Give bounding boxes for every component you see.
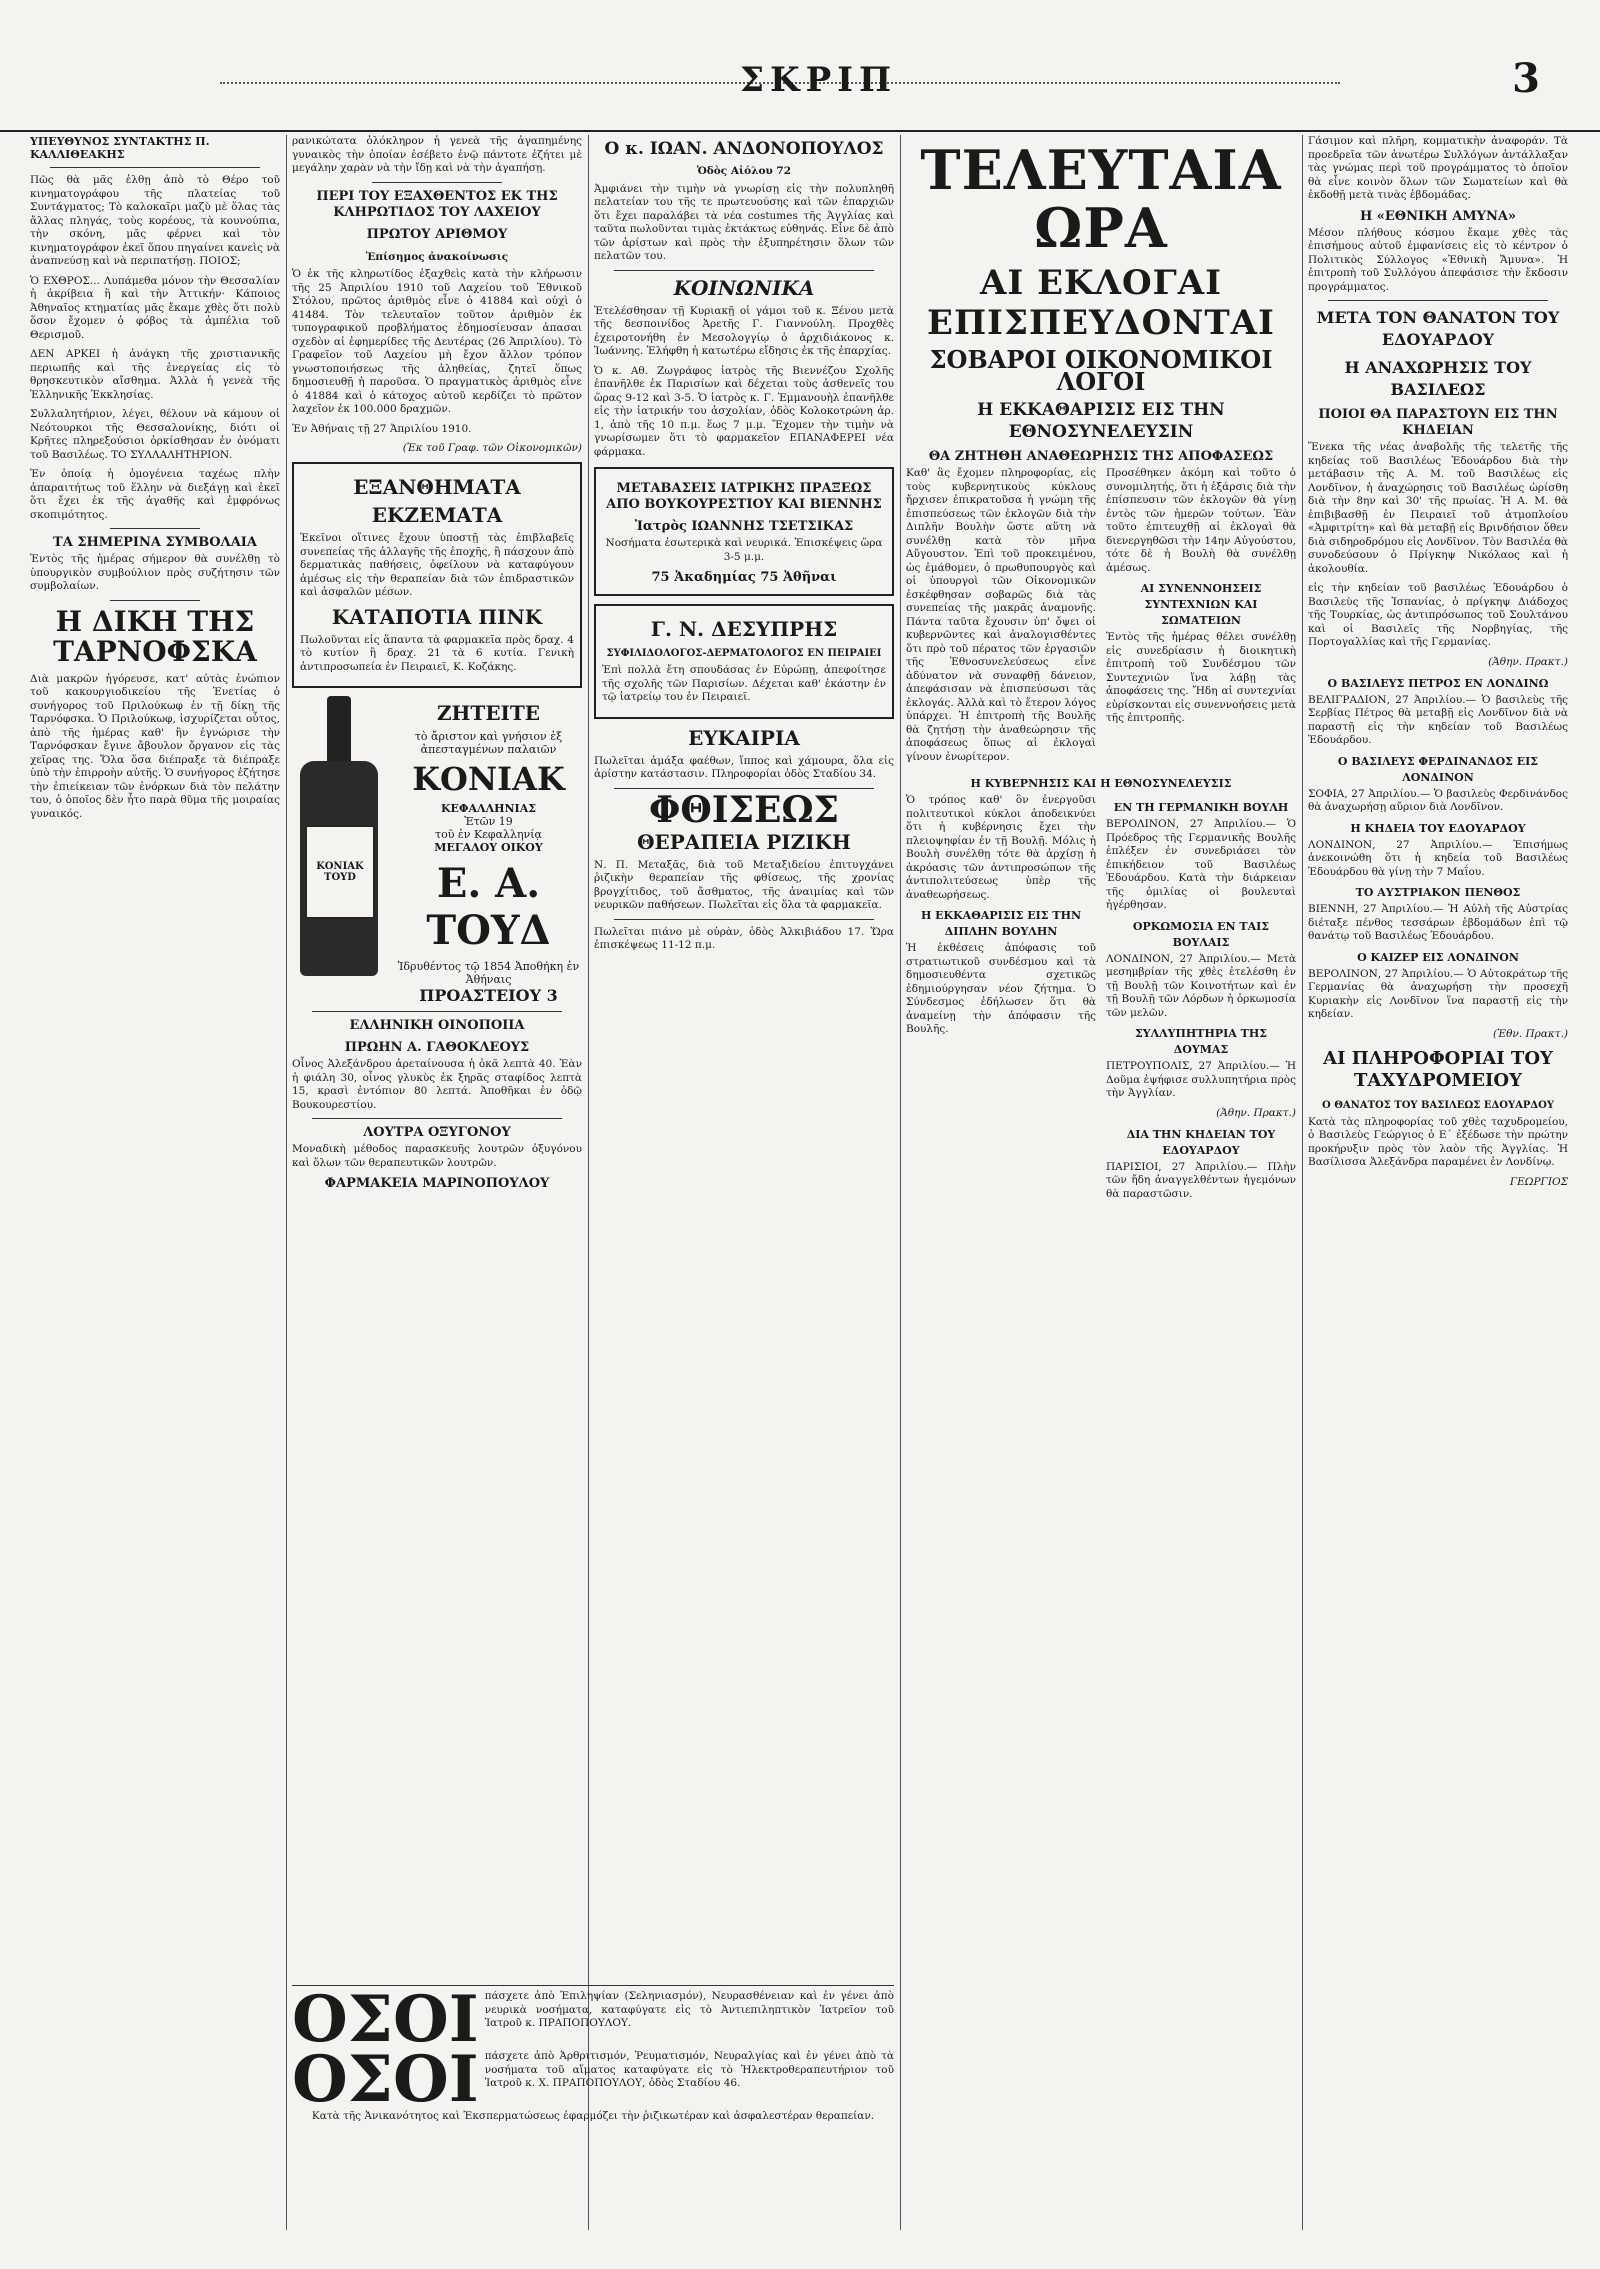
- drop-cap: ΟΣΟΙ: [292, 1982, 479, 2057]
- headline: ΜΕΤΑ ΤΟΝ ΘΑΝΑΤΟΝ ΤΟΥ ΕΔΟΥΑΡΔΟΥ: [1316, 308, 1560, 349]
- article-text: ΔΕΝ ΑΡΚΕΙ ἡ ἀνάγκη τῆς χριστιανικῆς περιωπῆς καὶ τῆς ἐνεργείας εἰς τὸ θρησκευτικὸν αἴσθημα. Ἀλλὰ ἡ γενεὰ τῆς Ἑλληνικῆς Ἐκκλησίας.: [30, 348, 280, 401]
- article-text: Διὰ μακρῶν ἠγόρευσε, κατ' αὐτὰς ἐνώπιον τοῦ κακουργιοδικείου τῆς Ἐνετίας ὁ συνήγορος τοῦ Πριλούκωφ ἐν τῇ δίκῃ τῆς Ταρνόφσκα. Ὁ Πριλούκωφ, ἰσχυρίζεται οὗτος, ἀπὸ τῆς ἡμέρας καθ' ἣν ἐγνώρισε τὴν Ταρνόφσκαν ἔγινε ἄβουλον ὄργανον εἰς τὰς χεῖρας της. Ὅλα ὅσα διέπραξε τὰ διέπραξε ὑπὸ τὴν ἐπιρροὴν αὐτῆς. Ὁ συνήγορος ἐζήτησε τὴν ἐπιείκειαν τῶν ἐνόρκων διὰ τὸν πελάτην του, ὁ ὁποῖος δὲν ἦτο παρὰ θῦμα τῆς μοιραίας γυναικός.: [30, 672, 280, 820]
- article-text: Συλλαλητήριον, λέγει, θέλουν νὰ κάμουν οἱ Νεότουρκοι τῆς Θεσσαλονίκης, διότι οἱ Κρῆτες πληρεξούσιοι ὁρκίσθησαν ἐν ὀνόματι τοῦ Βασιλέως. ΤΟ ΣΥΛΛΑΛΗΤΗΡΙΟΝ.: [30, 408, 280, 461]
- article-text: ΣΟΦΙΑ, 27 Ἀπριλίου.— Ὁ βασιλεὺς Φερδινάνδος θὰ ἀναχωρήσῃ αὔριον διὰ Λονδῖνον.: [1308, 787, 1568, 813]
- article-text: Προσέθηκεν ἀκόμη καὶ τοῦτο ὁ συνομιλητής, ὅτι ἡ ἐξάρσις διὰ τὴν ἐπίσπευσιν τῶν ἐκλογῶν θὰ γίνῃ ἐντὸς τῶν ἡμερῶν τούτων. Ἐὰν τοῦτο ἐπιτευχθῇ αἱ ἐκλογαὶ θὰ διενεργηθῶσι τὴν 14ην Αὐγούστου, τότε δὲ ἡ Βουλὴ θὰ συνέλθῃ ἀμέσως.: [1106, 467, 1296, 574]
- ad-text: Πωλεῖται ἁμάξα φαέθων, ἵππος καὶ χάμουρα, ὅλα εἰς ἀρίστην κατάστασιν. Πληροφορίαι ὁδὸς Σταδίου 34.: [594, 754, 894, 780]
- subheadline: ΠΟΙΟΙ ΘΑ ΠΑΡΑΣΤΟΥΝ ΕΙΣ ΤΗΝ ΚΗΔΕΙΑΝ: [1318, 407, 1558, 438]
- ad-desypris: [594, 604, 894, 719]
- headline: Ο κ. ΙΩΑΝ. ΑΝΔΟΝΟΠΟΥΛΟΣ: [604, 139, 884, 159]
- ad-text: τὸ ἄριστον καὶ γνήσιον ἐξ ἀπεσταγμένων παλαιῶν: [414, 730, 563, 756]
- address: Ὁδὸς Αἰόλου 72: [696, 165, 792, 177]
- ad-koniak: [292, 696, 582, 1005]
- article-text: Ὁ ἐκ τῆς κληρωτίδος ἐξαχθεὶς κατὰ τὴν κλήρωσιν τῆς 25 Ἀπριλίου 1910 τοῦ Λαχείου τοῦ Ἐθνικοῦ Στόλου, πρῶτος ἀριθμὸς εἶνε ὁ 41884 καὶ οὐχὶ ὁ 41484. Τὸν τελευταῖον τοῦτον ἀριθμὸν ἐκ τυπογραφικοῦ προβλήματος ἐδημοσίευσαν ἀπασαι σχεδὸν αἱ ἐφημερίδες τῆς Δευτέρας (26 Ἀπριλίου). Τὸ Γραφεῖον τοῦ Λαχείου μὴ ἔχον ἄλλον τρόπον γνωστοποιήσεως τῆς ἀληθείας, ζητεῖ ὅπως δημοσιευθῇ ἡ παροῦσα. Ὁ πραγματικὸς ἀριθμὸς εἶνε ὁ 41884 καὶ ὁ κάτοχος αὐτοῦ κερδίζει τὸ πρῶτον λαχεῖον ἐκ 100.000 δραχμῶν.: [292, 268, 582, 415]
- headline: ΑΙ ΠΛΗΡΟΦΟΡΙΑΙ ΤΟΥ ΤΑΧΥΔΡΟΜΕΙΟΥ: [1323, 1047, 1553, 1091]
- main-headline: ΤΕΛΕΥΤΑΙΑ ΩΡΑ: [920, 138, 1282, 260]
- ad-text: ΜΕΓΑΛΟΥ ΟΙΚΟΥ: [434, 841, 543, 854]
- article-text: Ἕνεκα τῆς νέας ἀναβολῆς τῆς τελετῆς τῆς κηδείας τοῦ Βασιλέως Ἐδουάρδου διὰ τὴν μετάβασιν τῆς Α. Μ. τοῦ Βασιλέως εἰς Λονδῖνον, ἡ ἀναχώρησις τοῦ Βασιλέως ὡρίσθη διὰ τὴν 8ην καὶ 30' τῆς πρωίας. Ἡ Α. Μ. θὰ ἐπιβιβασθῇ ἐν Πειραιεῖ τοῦ ἀτμοπλοίου «Ἀμφιτρίτη» καὶ θὰ μεταβῇ εἰς Βρινδήσιον ὅθεν διὰ σιδηροδρόμου εἰς Λονδῖνον. Τὸν Βασιλέα θὰ συνοδεύσουν ὁ Πρίγκηψ Νικόλαος καὶ ἡ ἀκολουθία.: [1308, 441, 1568, 575]
- ad-title: ΕΥΚΑΙΡΙΑ: [688, 725, 800, 750]
- article-text: ρανικώτατα ὁλόκληρον ἡ γενεὰ τῆς ἀγαπημένης γυναικὸς τὴν ὁποίαν ἐσέβετο ἐνῷ πάντοτε ἐζήτει μὲ μεγάλην χαρὰν νὰ τὴν ἴδῃ καὶ νὰ τὴν ἀγαπήσῃ.: [292, 135, 582, 174]
- article-text: ΠΑΡΙΣΙΟΙ, 27 Ἀπριλίου.— Πλὴν τῶν ἤδη ἀναγγελθέντων ἡγεμόνων θὰ παραστῶσιν.: [1106, 1160, 1296, 1200]
- section-heading: Η ΚΥΒΕΡΝΗΣΙΣ ΚΑΙ Η ΕΘΝΟΣΥΝΕΛΕΥΣΙΣ: [970, 777, 1232, 790]
- article-text: Κατὰ τὰς πληροφορίας τοῦ χθὲς ταχυδρομείου, ὁ Βασιλεὺς Γεώργιος ὁ Ε΄ ἐξέδωσε τὴν πρώτην προκήρυξιν πρὸς τὸν λαὸν τῆς Ἀγγλίας. Ἡ Βασίλισσα Ἀλεξάνδρα παραμένει ἐν Λονδίνῳ.: [1308, 1115, 1568, 1168]
- column-divider: [900, 135, 901, 2230]
- signature: (Ἐκ τοῦ Γραφ. τῶν Οἰκονομικῶν): [402, 442, 582, 454]
- article-text: ΒΕΛΙΓΡΑΔΙΟΝ, 27 Ἀπριλίου.— Ὁ βασιλεὺς τῆς Σερβίας Πέτρος θὰ μεταβῇ εἰς Λονδῖνον διὰ νὰ παραστῇ εἰς τὴν κηδείαν τοῦ Βασιλέως Ἐδουάρδου.: [1308, 693, 1568, 746]
- ad-title: ΘΕΡΑΠΕΙΑ ΡΙΖΙΚΗ: [637, 829, 851, 854]
- article-text: ΒΕΡΟΛΙΝΟΝ, 27 Ἀπριλίου.— Ὁ Αὐτοκράτωρ τῆς Γερμανίας θὰ ἀναχωρήσῃ τὴν προσεχῆ Κυριακὴν εἰς Λονδῖνον ἵνα παραστῇ εἰς τὴν κηδείαν.: [1308, 967, 1568, 1020]
- section-heading: Η ΕΚΚΑΘΑΡΙΣΙΣ ΕΙΣ ΤΗΝ ΔΙΠΛΗΝ ΒΟΥΛΗΝ: [920, 909, 1082, 938]
- ad-text: Πωλοῦνται εἰς ἅπαντα τὰ φαρμακεῖα πρὸς δραχ. 4 τὸ κυτίον ἢ δραχ. 21 τὰ 6 κυτία. Γενικὴ ἀντιπροσωπεία ἐν Πειραιεῖ, Κ. Κοζάκης.: [300, 633, 574, 673]
- article-text: ΠΕΤΡΟΥΠΟΛΙΣ, 27 Ἀπριλίου.— Ἡ Δοῦμα ἐψήφισε συλλυπητήρια πρὸς τὴν Ἀγγλίαν.: [1106, 1060, 1296, 1099]
- masthead-title: ΣΚΡΙΠ: [740, 60, 898, 100]
- subheadline: Ο ΘΑΝΑΤΟΣ ΤΟΥ ΒΑΣΙΛΕΩΣ ΕΔΟΥΑΡΔΟΥ: [1322, 1099, 1554, 1111]
- ad-text: Ἐτῶν 19: [464, 815, 513, 828]
- ad-brand: ΚΟΝΙΑΚ: [412, 760, 565, 798]
- subheading: Ἐπίσημος ἀνακοίνωσις: [365, 250, 509, 263]
- bottle-label: KONIAK TOYD: [306, 826, 374, 918]
- ad-text: πάσχετε ἀπὸ Ἐπιληψίαν (Σεληνιασμόν), Νευρασθένειαν καὶ ἐν γένει ἀπὸ νευρικὰ νοσήματα, καταφύγατε εἰς τὸ Ἀντιεπιληπτικὸν Ἰατρεῖον τοῦ Ἰατροῦ κ. ΠΡΑΠΟΠΟΥΛΟΥ.: [484, 1990, 894, 2029]
- column-1: [30, 135, 280, 2230]
- ad-title: ΜΕΤΑΒΑΣΕΙΣ ΙΑΤΡΙΚΗΣ ΠΡΑΞΕΩΣ ΑΠΟ ΒΟΥΚΟΥΡΕΣΤΙΟΥ ΚΑΙ ΒΙΕΝΝΗΣ: [606, 481, 882, 512]
- article-text: ΒΙΕΝΝΗ, 27 Ἀπριλίου.— Ἡ Αὐλὴ τῆς Αὐστρίας διέταξε πένθος τεσσάρων ἑβδομάδων ἐπὶ τῷ θανάτῳ τοῦ Βασιλέως Ἐδουάρδου.: [1308, 903, 1568, 942]
- section-heading: ΟΡΚΩΜΟΣΙΑ ΕΝ ΤΑΙΣ ΒΟΥΛΑΙΣ: [1132, 919, 1270, 949]
- ad-address: ΠΡΟΑΣΤΕΙΟΥ 3: [419, 986, 558, 1005]
- dateline: Ἐν Ἀθήναις τῇ 27 Ἀπριλίου 1910.: [292, 422, 472, 435]
- subheadline: ΣΟΒΑΡΟΙ ΟΙΚΟΝΟΜΙΚΟΙ ΛΟΓΟΙ: [929, 345, 1273, 396]
- article-text: Ὁ κ. Αθ. Ζωγράφος ἰατρὸς τῆς Βιεννέζου Σχολῆς ἐπανῆλθε ἐκ Παρισίων καὶ δέχεται τοὺς ἀσθενεῖς του ὥρας 9-12 καὶ 3-5. Ὁ ἰατρὸς κ. Γ. Ἐμμανουὴλ ἐπανῆλθε εἰς τὴν ἰατρικήν του ἀσχολίαν, ὁδὸς Κολοκοτρώνη ἀρ. 1, ἀπὸ τῆς 10 π.μ. ἕως 7 μ.μ. Ἔχομεν τὴν τιμὴν νὰ γνωρίσωμεν ὅτι τὸ φαρμακεῖον ΕΠΑΝΑΦΕΡΕΙ νέα φάρμακα.: [594, 364, 894, 458]
- article-text: Ἐτελέσθησαν τῇ Κυριακῇ οἱ γάμοι τοῦ κ. Ξένου μετὰ τῆς δεσποινίδος Ἀρετῆς Γ. Γιαννούλη. Προχθὲς ἐχειροτονήθη ἐν Μεσολογγίῳ ὁ ἀρχιδιάκονος κ. Ἰωάννης. Ἐλήφθη ἡ κατωτέρω εἴδησις ἐκ τῆς ἐπαρχίας.: [594, 304, 894, 357]
- ad-metavaseis: [594, 467, 894, 596]
- ad-title: Γ. Ν. ΔΕΣΥΠΡΗΣ: [650, 617, 838, 641]
- ad-text: τοῦ ἐν Κεφαλληνίᾳ: [435, 828, 542, 841]
- article-text: Καθ' ἃς ἔχομεν πληροφορίας, εἰς τοὺς κυβερνητικοὺς κύκλους ἤρχισεν ἐπικρατοῦσα ἡ γνώμη τῆς ἐπισπεύσεως τῶν ἐκλογῶν διὰ τὴν Διπλῆν Βουλὴν ὥστε αὕτη νὰ συνέλθῃ κατὰ τὸν μῆνα Αὔγουστον. Ἐπὶ τοῦ προκειμένου, ὡς ἐμάθομεν, ὁ πρωθυπουργὸς καὶ οἱ ὑπουργοὶ τῶν Οἰκονομικῶν ἐσκέφθησαν σοβαρῶς διὰ τὰς συνεπείας τῆς μακρᾶς ἀναμονῆς. Πάντα ταῦτα ἔχουσιν ὑπ' ὄψει οἱ κυβερνῶντες καὶ ἀναλογισθέντες ὅτι πρὸ τοῦ πέρατος τῶν ἐργασιῶν τῆς Ἐθνοσυνελεύσεως εἶνε ἀδύνατον νὰ συναφθῇ δάνειον, ἀπεφάσισαν νὰ ἐπισπεύσωσι τὰς ἐκλογάς. Ἀλλὰ καὶ τὸ ἕτερον λόγος ὑπάρχει. Ἡ ἐπιτροπὴ τῆς Βουλῆς θὰ ζητήσῃ τὴν ἀναθεώρησιν τῆς ἀποφάσεως ὅπως αἱ ἐκλογαὶ γίνουν ἐνωρίτερον.: [906, 467, 1096, 763]
- divider: [614, 270, 874, 271]
- section-heading: ΤΑ ΣΗΜΕΡΙΝΑ ΣΥΜΒΟΛΑΙΑ: [53, 535, 257, 550]
- section-heading: ΔΙΑ ΤΗΝ ΚΗΔΕΙΑΝ ΤΟΥ ΕΔΟΥΑΡΔΟΥ: [1126, 1127, 1276, 1157]
- ad-title: ΦΑΡΜΑΚΕΙΑ ΜΑΡΙΝΟΠΟΥΛΟΥ: [324, 1176, 550, 1191]
- ad-text: Κατὰ τῆς Ἀνικανότητος καὶ Ἐκσπερματώσεως ἐφαρμόζει τὴν ῥιζικωτέραν καὶ ἀσφαλεστέραν θεραπείαν.: [311, 2110, 875, 2122]
- article-text: Ἐντὸς τῆς ἡμέρας σήμερον θὰ συνέλθῃ τὸ ὑπουργικὸν συμβούλιον πρὸς συζήτησιν τῶν συμβολαίων.: [30, 553, 280, 592]
- ad-title: Ἰατρὸς ΙΩΑΝΝΗΣ ΤΣΕΤΣΙΚΑΣ: [634, 519, 854, 534]
- ad-title: ΖΗΤΕΙΤΕ: [436, 701, 541, 725]
- ad-text: ΚΕΦΑΛΛΗΝΙΑΣ: [440, 802, 537, 815]
- ad-text: Πωλεῖται πιάνο μὲ οὐρὰν, ὁδὸς Ἀλκιβιάδου 17. Ὥρα ἐπισκέψεως 11-12 π.μ.: [594, 925, 894, 951]
- main-headline: ΑΙ ΕΚΛΟΓΑΙ ΕΠΙΣΠΕΥΔΟΝΤΑΙ: [927, 263, 1275, 343]
- article-columns: [906, 794, 1296, 1207]
- column-divider: [286, 135, 287, 2230]
- subheadline: ΘΑ ΖΗΤΗΘΗ ΑΝΑΘΕΩΡΗΣΙΣ ΤΗΣ ΑΠΟΦΑΣΕΩΣ: [928, 449, 1274, 464]
- ad-epilepsy: [292, 1982, 894, 2057]
- section-heading: ΤΟ ΑΥΣΤΡΙΑΚΟΝ ΠΕΝΘΟΣ: [1355, 886, 1521, 899]
- editor-credit: ΥΠΕΥΘΥΝΟΣ ΣΥΝΤΑΚΤΗΣ Π. ΚΑΛΛΙΘΕΑΚΗΣ: [30, 135, 210, 161]
- section-heading: ΚΟΙΝΩΝΙΚΑ: [673, 275, 815, 300]
- ad-text: Μοναδικὴ μέθοδος παρασκευῆς λουτρῶν ὀξυγόνου καὶ ὅλων τῶν θεραπευτικῶν λουτρῶν.: [292, 1143, 582, 1169]
- section-heading: Ο ΒΑΣΙΛΕΥΣ ΠΕΤΡΟΣ ΕΝ ΛΟΝΔΙΝΩ: [1327, 676, 1549, 690]
- ad-title: ΛΟΥΤΡΑ ΟΞΥΓΟΝΟΥ: [363, 1125, 511, 1140]
- divider: [110, 600, 200, 601]
- ad-text: πάσχετε ἀπὸ Ἀρθριτισμόν, Ῥευματισμόν, Νευραλγίας καὶ ἐν γένει ἀπὸ τὰ νοσήματα τοῦ αἵματος καταφύγατε εἰς τὸ Ἠλεκτροθεραπευτήριον τοῦ Ἰατροῦ κ. Χ. ΠΡΑΠΟΠΟΥΛΟΥ, ὁδὸς Σταδίου 46.: [484, 2050, 894, 2089]
- article-text: Γάσιμον καὶ πλῆρη, κομματικὴν ἀναφοράν. Τὰ προεδρεῖα τῶν ἀνωτέρω Συλλόγων ἀντάλλαξαν τὰς γνώμας περὶ τοῦ προγράμματος τὸ ὁποῖον θὰ εἶνε κοινὸν ὅλων τῶν Σωματείων καὶ θὰ ἐκδοθῇ μετὰ τινὰς ἑβδομάδας.: [1308, 135, 1568, 201]
- ad-title: ΣΥΦΙΛΙΔΟΛΟΓΟΣ-ΔΕΡΜΑΤΟΛΟΓΟΣ ΕΝ ΠΕΙΡΑΙΕΙ: [606, 648, 882, 659]
- article-text: ΛΟΝΔΙΝΟΝ, 27 Ἀπριλίου.— Ἐπισήμως ἀνεκοινώθη ὅτι ἡ κηδεία τοῦ Βασιλέως Ἐδουάρδου θὰ γίνῃ τὴν 7 Μαΐου.: [1308, 838, 1568, 878]
- article-text: Ὁ τρόπος καθ' ὃν ἐνεργοῦσι πολιτευτικοὶ κύκλοι ἀποδεικνύει ὅτι ἡ κυβέρνησις ἔχει τὴν πλειοψηφίαν ἐν τῇ Βουλῇ. Μόλις ἡ Βουλὴ συνέλθῃ τότε θὰ ἀρχίσῃ ἡ ἀκρόασις τῶν ἀντιπροσώπων τῆς ἀντιπολιτεύσεως ὑπὲρ τῆς ἀναθεωρήσεως.: [906, 794, 1096, 901]
- ad-title: ΕΛΛΗΝΙΚΗ ΟΙΝΟΠΟΙΙΑ: [349, 1018, 525, 1033]
- signature: (Ἀθην. Πρακτ.): [1216, 1106, 1296, 1119]
- headline: ΠΕΡΙ ΤΟΥ ΕΞΑΧΘΕΝΤΟΣ ΕΚ ΤΗΣ ΚΛΗΡΩΤΙΔΟΣ ΤΟΥ ΛΑΧΕΙΟΥ: [316, 188, 558, 220]
- signature: (Ἀθην. Πρακτ.): [1488, 655, 1568, 668]
- ad-title: ΠΡΩΗΝ Α. ΓΑΘΟΚΛΕΟΥΣ: [344, 1040, 530, 1055]
- divider: [614, 919, 874, 920]
- article-text: Πῶς θὰ μᾶς ἐλθῃ ἀπὸ τὸ Θέρο τοῦ κινηματογράφου τῆς πλατείας τοῦ Συντάγματος; Τὸ καλοκαῖρι μαζὺ μὲ ὅλας τὰς ἄλλας πληγάς, τοὺς κορέους, τὰ κουνούπια, τὴν σκόνη, μᾶς φέρνει καὶ τὸν κινηματογράφον ἐκεῖ ὅπου πηγαίνει κανεὶς νὰ ἀναπνεύσῃ καὶ νὰ περιπατήσῃ. ΠΟΙΟΣ;: [30, 174, 280, 267]
- article-text: ΒΕΡΟΛΙΝΟΝ, 27 Ἀπριλίου.— Ὁ Πρόεδρος τῆς Γερμανικῆς Βουλῆς ἐπλέξεν ἐν συνεδριάσει τὸν ἐπικήδειον τοῦ Βασιλέως Ἐδουάρδου. Κατὰ τὴν διάρκειαν τῆς ὁμιλίας οἱ βουλευταὶ ἠγέρθησαν.: [1106, 818, 1296, 911]
- subheadline: Η ΕΚΚΑΘΑΡΙΣΙΣ ΕΙΣ ΤΗΝ ΕΘΝΟΣΥΝΕΛΕΥΣΙΝ: [977, 400, 1225, 442]
- ad-title: ΕΚΖΕΜΑΤΑ: [371, 503, 503, 527]
- page-number: 3: [1512, 55, 1540, 102]
- article-text: εἰς τὴν κηδείαν τοῦ βασιλέως Ἐδουάρδου ὁ Βασιλεὺς τῆς Ἰσπανίας, ὁ πρίγκηψ Διάδοχος τῆς Τουρκίας, ὡς ἀντιπρόσωπος τοῦ Σουλτάνου καὶ οἱ Βασιλεῖς τῆς Νορβηγίας, τῆς Πορτογαλλίας καὶ τῆς Γερμανίας.: [1308, 582, 1568, 648]
- ad-text: Οἶνος Ἀλεξάνδρου ἀρεταίνουσα ἡ ὀκᾶ λεπτὰ 40. Ἐὰν ἡ φιάλη 30, οἶνος γλυκὺς ἐκ ξηρᾶς σταφίδος λεπτὰ 15, κρασὶ ἐντόπιον 80 λεπτά. Ἀποθῆκαι ἐν ὁδῷ Βουκουρεστίου.: [292, 1058, 582, 1111]
- article-text: Ἐντὸς τῆς ἡμέρας θέλει συνέλθῃ εἰς συνεδρίασιν ἡ διοικητικὴ ἐπιτροπὴ τοῦ Συνδέσμου τῶν Συντεχνιῶν ἵνα λάβῃ τὰς ἀποφάσεις της. Ἤδη αἱ συντεχνίαι εὑρίσκονται εἰς συνεννοήσεις μετὰ τῆς ἐπιτροπῆς.: [1106, 631, 1296, 724]
- ad-title: ΕΞΑΝΘΗΜΑΤΑ: [353, 475, 521, 499]
- section-heading: Ο ΚΑΙΖΕΡ ΕΙΣ ΛΟΝΔΙΝΟΝ: [1357, 950, 1519, 964]
- article-text: Ὁ ΕΧΘΡΟΣ... Λυπάμεθα μόνον τὴν Θεσσαλίαν ἡ ἀκρίβεια ἢ καὶ τὴν Ἀττικήν· Κάποιος Ἀθηναῖος κτηματίας μᾶς ἔκαμε χθὲς ὅτι πολὺ ὅσον ἔχομεν ὁ φόβος τὰ ἀμπέλια τοῦ Θερισμοῦ.: [30, 274, 280, 341]
- article-text: Μέσον πλήθους κόσμου ἔκαμε χθὲς τὰς ἐπισήμους αὐτοῦ ἐμφανίσεις εἰς τὸ κέντρον ὁ Πολιτικὸς Σύλλογος «Ἐθνικὴ Ἄμυνα». Ἡ ἐπιτροπὴ τοῦ Συλλόγου ἀπεφάσισε τὴν ἔκδοσιν προγράμματος.: [1308, 226, 1568, 293]
- masthead: [0, 0, 1600, 132]
- ad-text: Ἱδρυθέντος τῷ 1854 Ἀποθήκη ἐν Ἀθήναις: [397, 960, 580, 986]
- ad-text: Νοσήματα ἐσωτερικὰ καὶ νευρικά. Ἐπισκέψεις ὥρα 3-5 μ.μ.: [605, 537, 883, 563]
- section-heading: Η «ΕΘΝΙΚΗ ΑΜΥΝΑ»: [1359, 208, 1517, 224]
- drop-cap: ΟΣΟΙ: [292, 2042, 479, 2117]
- bottle-illustration: [292, 696, 387, 976]
- section-heading: ΣΥΛΛΥΠΗΤΗΡΙΑ ΤΗΣ ΔΟΥΜΑΣ: [1134, 1027, 1268, 1056]
- ad-text: Ἐκεῖνοι οἵτινες ἔχουν ὑποστῇ τὰς ἐπιβλαβεῖς συνεπείας τῆς ἀλλαγῆς τῆς ἐποχῆς, ἢ πάσχουν ἀπὸ δερματικὰς παθήσεις, ὀφείλουν νὰ καταφύγουν ἀμέσως εἰς τὴν θεραπείαν διὰ τῶν ἐπιδραστικῶν καὶ ἀσφαλῶν μέσων.: [300, 532, 575, 598]
- column-4: [906, 135, 1296, 2230]
- divider: [110, 528, 200, 529]
- ad-koniak-text: [395, 696, 582, 1005]
- ad-title: ΚΑΤΑΠΟΤΙΑ ΠΙΝΚ: [331, 604, 543, 629]
- article-text: ΛΟΝΔΙΝΟΝ, 27 Ἀπριλίου.— Μετὰ μεσημβρίαν τῆς χθὲς ἐτελέσθη ἐν τῇ Βουλῇ τῶν Κοινοτήτων καὶ ἐν τῇ Βουλῇ τῶν Λόρδων ἡ ὁρκωμοσία τῶν μελῶν.: [1106, 952, 1296, 1019]
- column-divider: [588, 135, 589, 2230]
- ad-text: Ν. Π. Μεταξᾶς, διὰ τοῦ Μεταξιδείου ἐπιτυγχάνει ῥιζικὴν θεραπείαν τῆς φθίσεως, τῆς χρονίας βρογχίτιδος, τοῦ ἄσθματος, τῆς ἀναιμίας καὶ τῶν νευρικῶν παθήσεων. Πωλεῖται εἰς ὅλα τὰ φαρμακεῖα.: [594, 858, 894, 911]
- article-text: Ἡ ἐκθέσεις ἀπόφασις τοῦ στρατιωτικοῦ συνδέσμου καὶ τὰ δημοσιευθέντα σχετικῶς ἐδημιούργησαν νέον ζήτημα. Ὁ Σύνδεσμος ἐδήλωσεν ὅτι θὰ ἀναμείνῃ τὴν ἀπόφασιν τῆς Βουλῆς.: [906, 942, 1096, 1035]
- article-text: Ἐν ὁποίᾳ ἡ ὁμογένεια ταχέως πλὴν ἀπαραιτήτως τοῦ ἕλλην νὰ διεξάγῃ καὶ ἐκεῖ ὅτι ἔχει ἐκ τῆς ἀγαθῆς καὶ ἐμφρόνως σκοπιμότητος.: [30, 468, 280, 521]
- section-heading: ΑΙ ΣΥΝΕΝΝΟΗΣΕΙΣ ΣΥΝΤΕΧΝΙΩΝ ΚΑΙ ΣΩΜΑΤΕΙΩΝ: [1140, 582, 1262, 627]
- section-heading: ΕΝ ΤΗ ΓΕΡΜΑΝΙΚΗ ΒΟΥΛΗ: [1113, 801, 1289, 814]
- column-3: [594, 135, 894, 2230]
- divider: [372, 182, 502, 183]
- article-text: Ἀμφιάνει τὴν τιμὴν νὰ γνωρίσῃ εἰς τὴν πολυπληθῆ πελατείαν του τῆς τε πρωτευούσης καὶ τῶν ἐπαρχιῶν ὅτι ἔχει παραλάβει τὰ νέα costumes τῆς Ἀγγλίας καὶ ταῦτα πωλοῦνται τιμὰς ἐκτάκτως εὐθηνάς. Εἶνε δὲ ἀπὸ τῶν ἀρίστων καὶ πρὸς τὴν ἐξυπηρέτησιν ὅλων τῶν πελατῶν του.: [594, 182, 894, 262]
- ad-title: ΦΘΙΣΕΩΣ: [649, 788, 839, 831]
- column-divider: [1302, 135, 1303, 2230]
- signature: (Ἐθν. Πρακτ.): [1493, 1027, 1568, 1040]
- signature: ΓΕΩΡΓΙΟΣ: [1509, 1175, 1568, 1188]
- ad-ekzemata: [292, 462, 582, 688]
- headline: ΠΡΩΤΟΥ ΑΡΙΘΜΟΥ: [366, 226, 508, 242]
- divider: [312, 1118, 562, 1119]
- section-heading: Ο ΒΑΣΙΛΕΥΣ ΦΕΡΔΙΝΑΝΔΟΣ ΕΙΣ ΛΟΝΔΙΝΟΝ: [1337, 754, 1539, 784]
- headline: Η ΔΙΚΗ ΤΗΣ ΤΑΡΝΟΦΣΚΑ: [53, 604, 257, 668]
- ad-address: 75 Ἀκαδημίας 75 Ἀθῆναι: [651, 570, 837, 585]
- column-2: [292, 135, 582, 2230]
- ad-brand: Ε. Α. ΤΟΥΔ: [426, 860, 551, 954]
- main-article: [906, 467, 1296, 770]
- divider: [1328, 300, 1548, 301]
- ad-text: Ἐπὶ πολλὰ ἔτη σπουδάσας ἐν Εὐρώπῃ, ἀπεφοίτησε τῆς σχολῆς τῶν Παρισίων. Δέχεται καθ' ἑκάστην ἐν τῷ ἰατρείῳ του ἐν Πειραιεῖ.: [602, 664, 886, 703]
- bottom-ads: [292, 1982, 894, 2130]
- divider: [50, 167, 260, 168]
- divider: [312, 1011, 562, 1012]
- headline: Η ΑΝΑΧΩΡΗΣΙΣ ΤΟΥ ΒΑΣΙΛΕΩΣ: [1344, 358, 1532, 399]
- column-5: [1308, 135, 1568, 2230]
- section-heading: Η ΚΗΔΕΙΑ ΤΟΥ ΕΔΟΥΑΡΔΟΥ: [1350, 821, 1526, 835]
